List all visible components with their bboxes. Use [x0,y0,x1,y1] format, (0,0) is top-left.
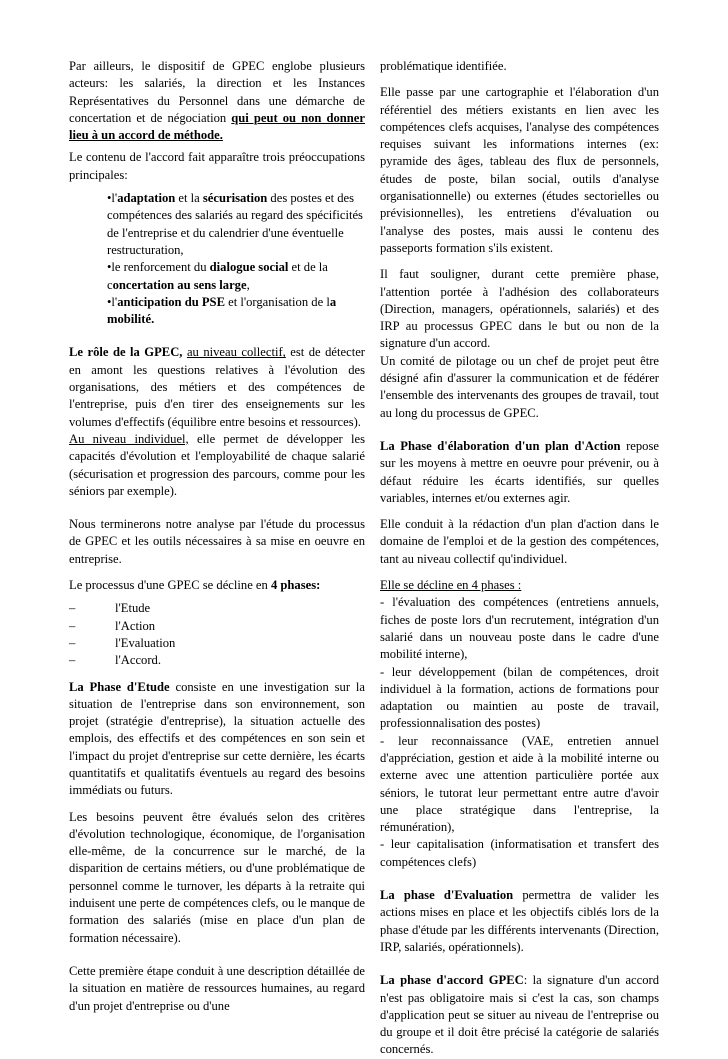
paragraph-needs: Les besoins peuvent être évalués selon des critères d'évolution technologique, économique, de l'organisation elle-même, de la concurrence sur le marché, de la disparition de certains métiers, ou d'une problématique de personnel comme le turnover, les départs à la retraite qui induisent une perte de compétences clefs, ou le manque de formation des salariés (mise en place d'un plan de formation nécessaire). [69,809,365,945]
list-item: •l'adaptation et la sécurisation des postes et des compétences des salariés au regard des spécificités de l'entreprise et du calendrier d'une éventuelle restructuration, [107,191,363,257]
paragraph-process: Le processus d'une GPEC se décline en 4 phases: [69,578,321,593]
concerns-list [107,190,365,328]
paragraph-four-phases: Elle se décline en 4 phases : [380,578,522,593]
paragraph-action-plan: Elle conduit à la rédaction d'un plan d'action dans le domaine de l'emploi et de la gestion des compétences, tant au niveau collectif qu'individuel. [380,517,659,566]
list-item: – l'Action [69,618,156,633]
right-column [380,58,659,1059]
list-item: - leur développement (bilan de compétences, droit individuel à la formation, actions de formations pour adaptation ou maintien au poste de travail, professionnalisation des postes) [380,664,659,731]
paragraph-steering: Un comité de pilotage ou un chef de projet peut être désigné afin d'assurer la communication et de fédérer l'ensemble des intervenants des groupes de travail, tout au long du processus de GPEC. [380,353,659,420]
paragraph-continuation: problématique identifiée. [380,59,507,73]
list-item: - leur reconnaissance (VAE, entretien annuel d'appréciation, gestion et aide à la mobilité interne ou externe avec une attention particulière portée aux séniors, le tutorat leur permettant entre autre d'avoir une place stratégique dans l'entreprise, la rémunération), [380,733,659,835]
list-item: - leur capitalisation (informatisation et transfert des compétences clefs) [380,837,659,869]
paragraph-study-phase: La Phase d'Etude consiste en une investigation sur la situation de l'entreprise dans son environnement, son projet (stratégie d'entreprise), la situation actuelle des emplois, des effectifs et des compétences en son sein et l'impact du projet d'entreprise sur cette dernière, les écarts quantitatifs et qualitatifs éventuels au regard des besoins immédiats ou futurs. [69,679,365,798]
paragraph-agreement-phase: La phase d'accord GPEC: la signature d'un accord n'est pas obligatoire mais si c'est la cas, son champs d'application peut se situer au niveau de l'entreprise ou du groupe et il doit être précisé la catégorie de salariés concernés. [380,973,660,1057]
list-item: •le renforcement du dialogue social et de la concertation au sens large, [107,260,328,292]
paragraph-first-step: Cette première étape conduit à une description détaillée de la situation en matière de ressources humaines, au regard d'un projet d'entreprise ou d'une [69,963,365,1013]
paragraph-gpec-role: Le rôle de la GPEC, au niveau collectif, est de détecter en amont les questions relatives à l'évolution des organisations, des métiers et des compétences de l'entreprise, puis d'en tirer des enseignements sur les volumes d'effectifs (équilibre entre besoins et ressources). Au niveau individuel, elle permet de développer les capacités d'évolution et l'employabilité de chaque salarié (sécurisation et progression des parcours, comme pour les séniors par exemple). [69,345,365,498]
paragraph-analysis: Nous terminerons notre analyse par l'étude du processus de GPEC et les outils nécessaires à sa mise en oeuvre en entreprise. [69,517,365,566]
paragraph-evaluation-phase: La phase d'Evaluation permettra de valider les actions mises en place et les objectifs ciblés lors de la phase d'étude par les différents intervenants (Direction, IRP, salariés, opérationnels). [380,888,659,954]
list-item: – l'Evaluation [69,635,176,650]
paragraph-adhesion: Il faut souligner, durant cette première phase, l'attention portée à l'adhésion des collaborateurs (Direction, managers, opérationnels, salariés) et des IRP au processus GPEC dans le but ou non de la signature d'un accord. [380,267,659,351]
list-item: – l'Accord. [69,653,161,668]
left-column [69,58,365,1015]
paragraph-mapping: Elle passe par une cartographie et l'élaboration d'un référentiel des métiers existants en lien avec les compétences clefs acquises, l'analyse des compétences requises suivant les informations internes (ex: pyramide des âges, tableau des flux de personnels, études de poste, bilan social, outils d'analyse organisationnelle) ou externes (études sectorielles ou prévisionnelles), les entretiens d'évaluation ou l'analyse des postes, mais aussi le contenu des passeports formation s'ils existent. [380,85,659,255]
list-item: – l'Etude [69,601,151,616]
paragraph-action-phase: La Phase d'élaboration d'un plan d'Action repose sur les moyens à mettre en oeuvre pour prévenir, ou à défaut réduire les écarts identifiés, sur quelles variables, internes et/ou externes agir. [380,438,659,505]
list-item: - l'évaluation des compétences (entretiens annuels, fiches de poste lors d'un recrutement, intégration d'un salarié dans un nouveau poste dans le cadre d'une mobilité interne), [380,595,659,662]
paragraph-agreement-content: Le contenu de l'accord fait apparaître trois préoccupations principales: [69,150,365,182]
phases-list [69,600,365,669]
list-item: •l'anticipation du PSE et l'organisation de la mobilité. [107,294,337,327]
paragraph-stakeholders: Par ailleurs, le dispositif de GPEC englobe plusieurs acteurs: les salariés, la direction et les Instances Représentatives du Personnel dans une démarche de concertation et de négociation qui peut ou non donner lieu à un accord de méthode. [69,59,365,143]
